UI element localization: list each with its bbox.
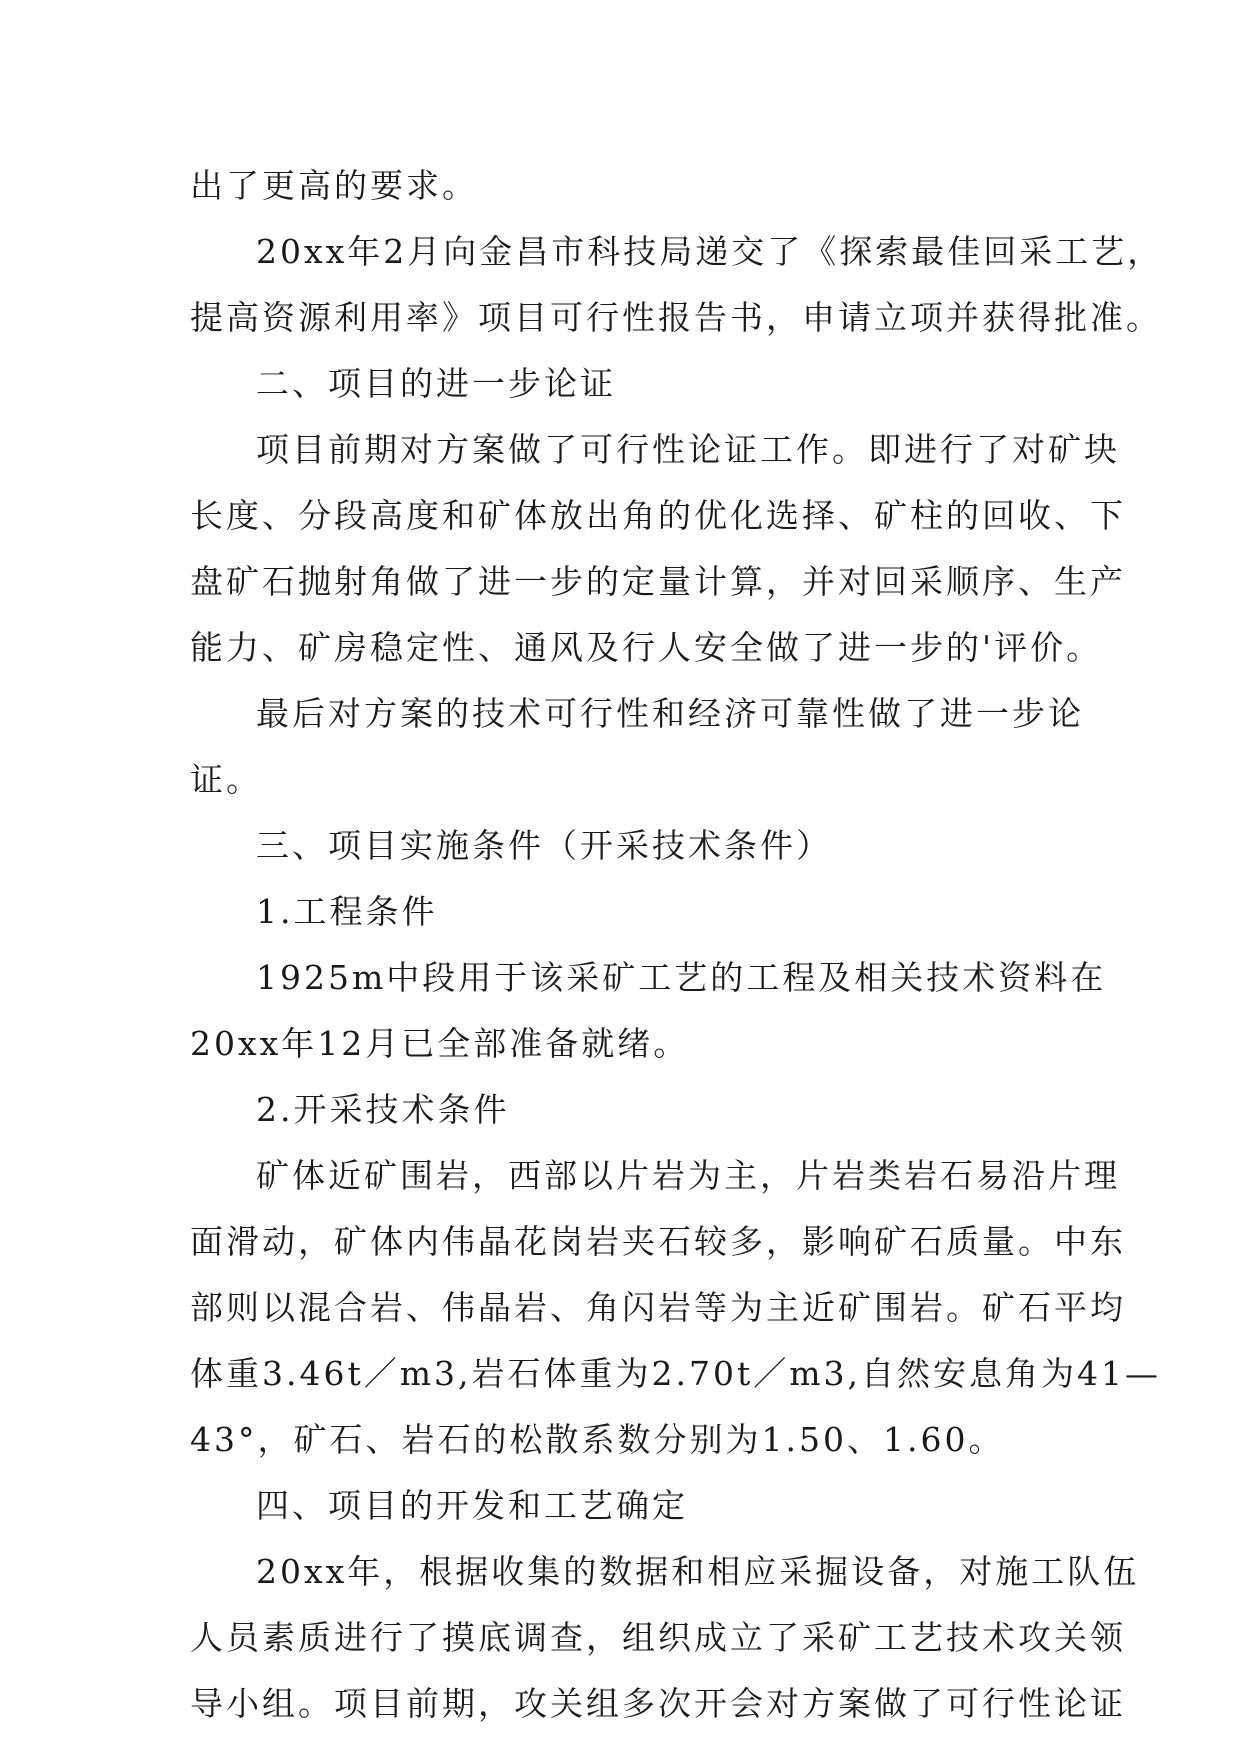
text-line: 部则以混合岩、伟晶岩、角闪岩等为主近矿围岩。矿石平均 xyxy=(190,1288,1126,1327)
text-line: 证。 xyxy=(190,760,262,799)
text-line: 能力、矿房稳定性、通风及行人安全做了进一步的'评价。 xyxy=(190,628,1103,667)
section-heading: 三、项目实施条件（开采技术条件） xyxy=(256,826,832,865)
section-heading: 四、项目的开发和工艺确定 xyxy=(256,1486,688,1525)
text-line: 矿体近矿围岩，西部以片岩为主，片岩类岩石易沿片理 xyxy=(256,1156,1120,1195)
text-line: 长度、分段高度和矿体放出角的优化选择、矿柱的回收、下 xyxy=(190,496,1126,535)
text-line: 20xx年2月向金昌市科技局递交了《探索最佳回采工艺， xyxy=(256,232,1164,271)
text-line: 1925m中段用于该采矿工艺的工程及相关技术资料在 xyxy=(256,958,1107,997)
text-line: 导小组。项目前期，攻关组多次开会对方案做了可行性论证 xyxy=(190,1684,1126,1723)
subsection-heading: 2.开采技术条件 xyxy=(256,1090,510,1129)
text-line: 43°，矿石、岩石的松散系数分别为1.50、1.60。 xyxy=(190,1420,1005,1459)
text-line: 盘矿石抛射角做了进一步的定量计算，并对回采顺序、生产 xyxy=(190,562,1126,601)
text-line: 出了更高的要求。 xyxy=(190,166,478,205)
text-line: 面滑动，矿体内伟晶花岗岩夹石较多，影响矿石质量。中东 xyxy=(190,1222,1126,1261)
text-line: 20xx年，根据收集的数据和相应采掘设备，对施工队伍 xyxy=(256,1552,1140,1591)
subsection-heading: 1.工程条件 xyxy=(256,892,438,931)
text-line: 人员素质进行了摸底调查，组织成立了采矿工艺技术攻关领 xyxy=(190,1618,1126,1657)
section-heading: 二、项目的进一步论证 xyxy=(256,364,616,403)
text-line: 20xx年12月已全部准备就绪。 xyxy=(190,1024,690,1063)
text-line: 体重3.46t／m3,岩石体重为2.70t／m3,自然安息角为41— xyxy=(190,1354,1162,1393)
text-line: 最后对方案的技术可行性和经济可靠性做了进一步论 xyxy=(256,694,1084,733)
text-line: 项目前期对方案做了可行性论证工作。即进行了对矿块 xyxy=(256,430,1120,469)
text-line: 提高资源利用率》项目可行性报告书，申请立项并获得批准。 xyxy=(190,298,1162,337)
body-text xyxy=(190,153,1164,1737)
